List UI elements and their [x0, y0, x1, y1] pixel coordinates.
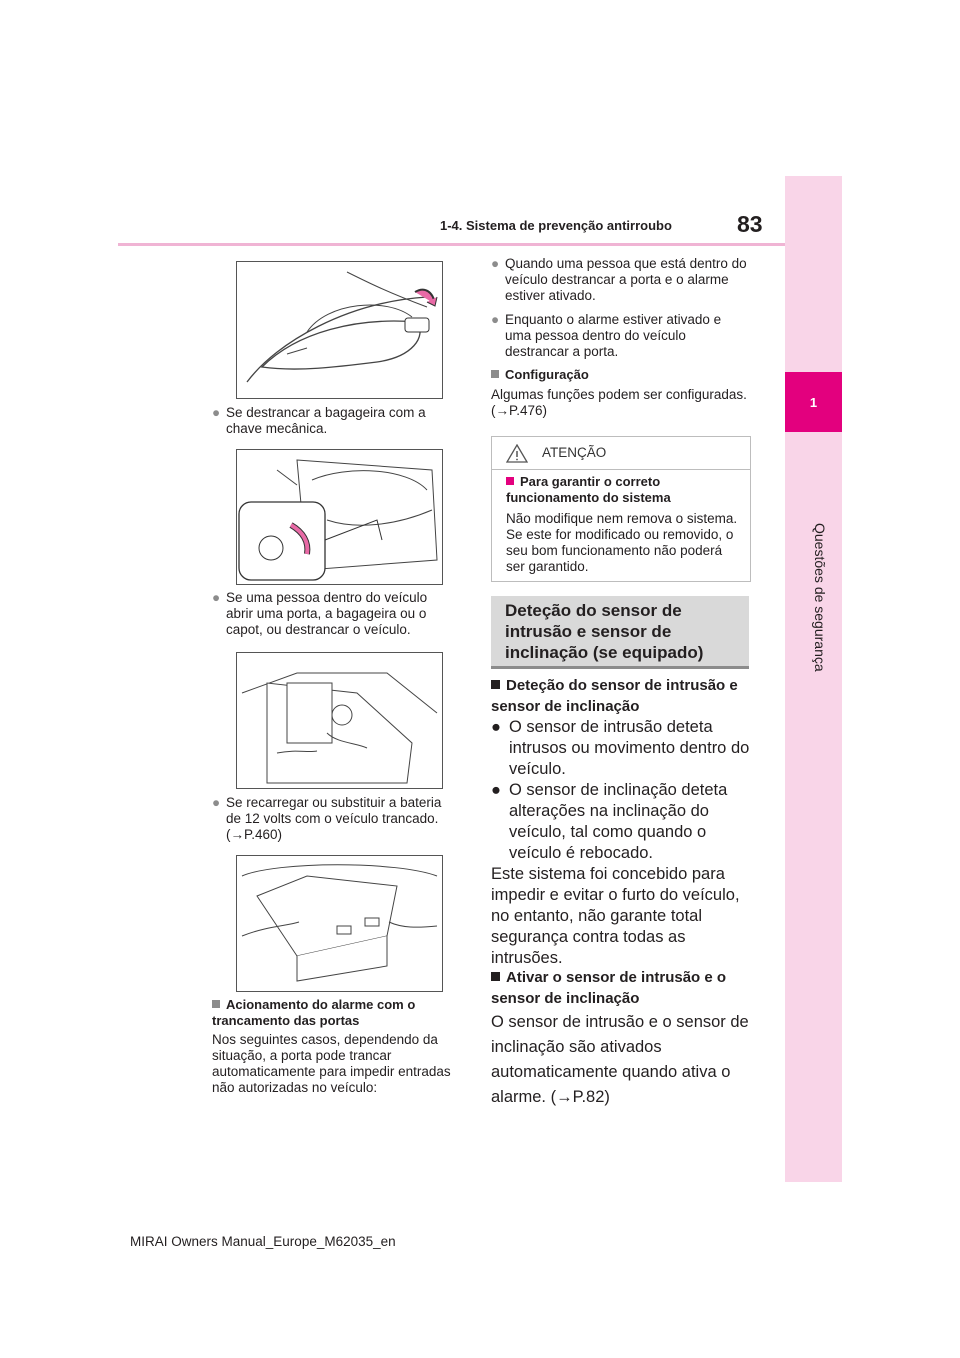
- person-in-vehicle-illustration: [236, 652, 443, 789]
- subheading-config: Configuração: [491, 367, 751, 383]
- header-rule: [118, 243, 785, 246]
- list-item: ● O sensor de intrusão deteta intrusos ou movimento dentro do veículo.: [491, 718, 750, 778]
- footer-text: MIRAI Owners Manual_Europe_M62035_en: [130, 1234, 396, 1249]
- alarm-body: Nos seguintes casos, dependendo da situação, a porta pode trancar automaticamente para impedir entradas não autorizadas no veículo:: [212, 1032, 451, 1095]
- chapter-sidebar: [785, 176, 842, 1182]
- chapter-tab[interactable]: 1: [785, 372, 842, 432]
- warning-body: Não modifique nem remova o sistema. Se este for modificado ou removido, o seu bom funcionamento não poderá ser garantido.: [506, 511, 738, 574]
- warning-title-bar: [492, 437, 750, 470]
- list-item: ● Se uma pessoa dentro do veículo abrir uma porta, a bagageira ou o capot, ou destrancar o veículo.: [212, 590, 428, 637]
- activation-paragraph: O sensor de intrusão e o sensor de inclinação são ativados automaticamente quando ativa o alarme. (→P.82): [491, 1013, 749, 1106]
- list-item: ● Enquanto o alarme estiver ativado e uma pessoa dentro do veículo destrancar a porta.: [491, 312, 722, 359]
- chapter-title: Questões de segurança: [812, 523, 828, 672]
- subheading-detection: Deteção do sensor de intrusão e sensor de inclinação: [491, 677, 738, 715]
- list-item: ● O sensor de inclinação deteta alterações na inclinação do veículo, tal como quando o veículo é rebocado.: [491, 781, 728, 862]
- section-title: Deteção do sensor de intrusão e sensor de inclinação (se equipado): [491, 596, 749, 669]
- description-paragraph: Este sistema foi concebido para impedir e evitar o furto do veículo, no entanto, não garante total segurança contra todas as intrusões.: [491, 865, 740, 967]
- door-handle-illustration: [236, 261, 443, 399]
- subheading-activate: Ativar o sensor de intrusão e o sensor de inclinação: [491, 969, 727, 1007]
- warning-subheading: Para garantir o correto funcionamento do sistema: [506, 474, 671, 505]
- list-item: ● Se destrancar a bagageira com a chave mecânica.: [212, 405, 426, 436]
- subheading-alarm: Acionamento do alarme com o trancamento das portas: [212, 997, 416, 1028]
- warning-title: ATENÇÃO: [542, 445, 607, 460]
- warning-triangle-icon: [506, 444, 528, 463]
- trunk-lock-illustration: [236, 449, 443, 585]
- list-item: ● Quando uma pessoa que está dentro do veículo destrancar a porta e o alarme estiver ativado.: [491, 256, 747, 303]
- config-body: Algumas funções podem ser configuradas. (→P.476): [491, 387, 747, 418]
- page-number: 83: [737, 211, 763, 237]
- warning-box: [491, 436, 751, 582]
- list-item: ● Se recarregar ou substituir a bateria de 12 volts com o veículo trancado. (→P.460): [212, 795, 442, 842]
- battery-illustration: [236, 855, 443, 992]
- section-heading: 1-4. Sistema de prevenção antirroubo: [440, 218, 672, 233]
